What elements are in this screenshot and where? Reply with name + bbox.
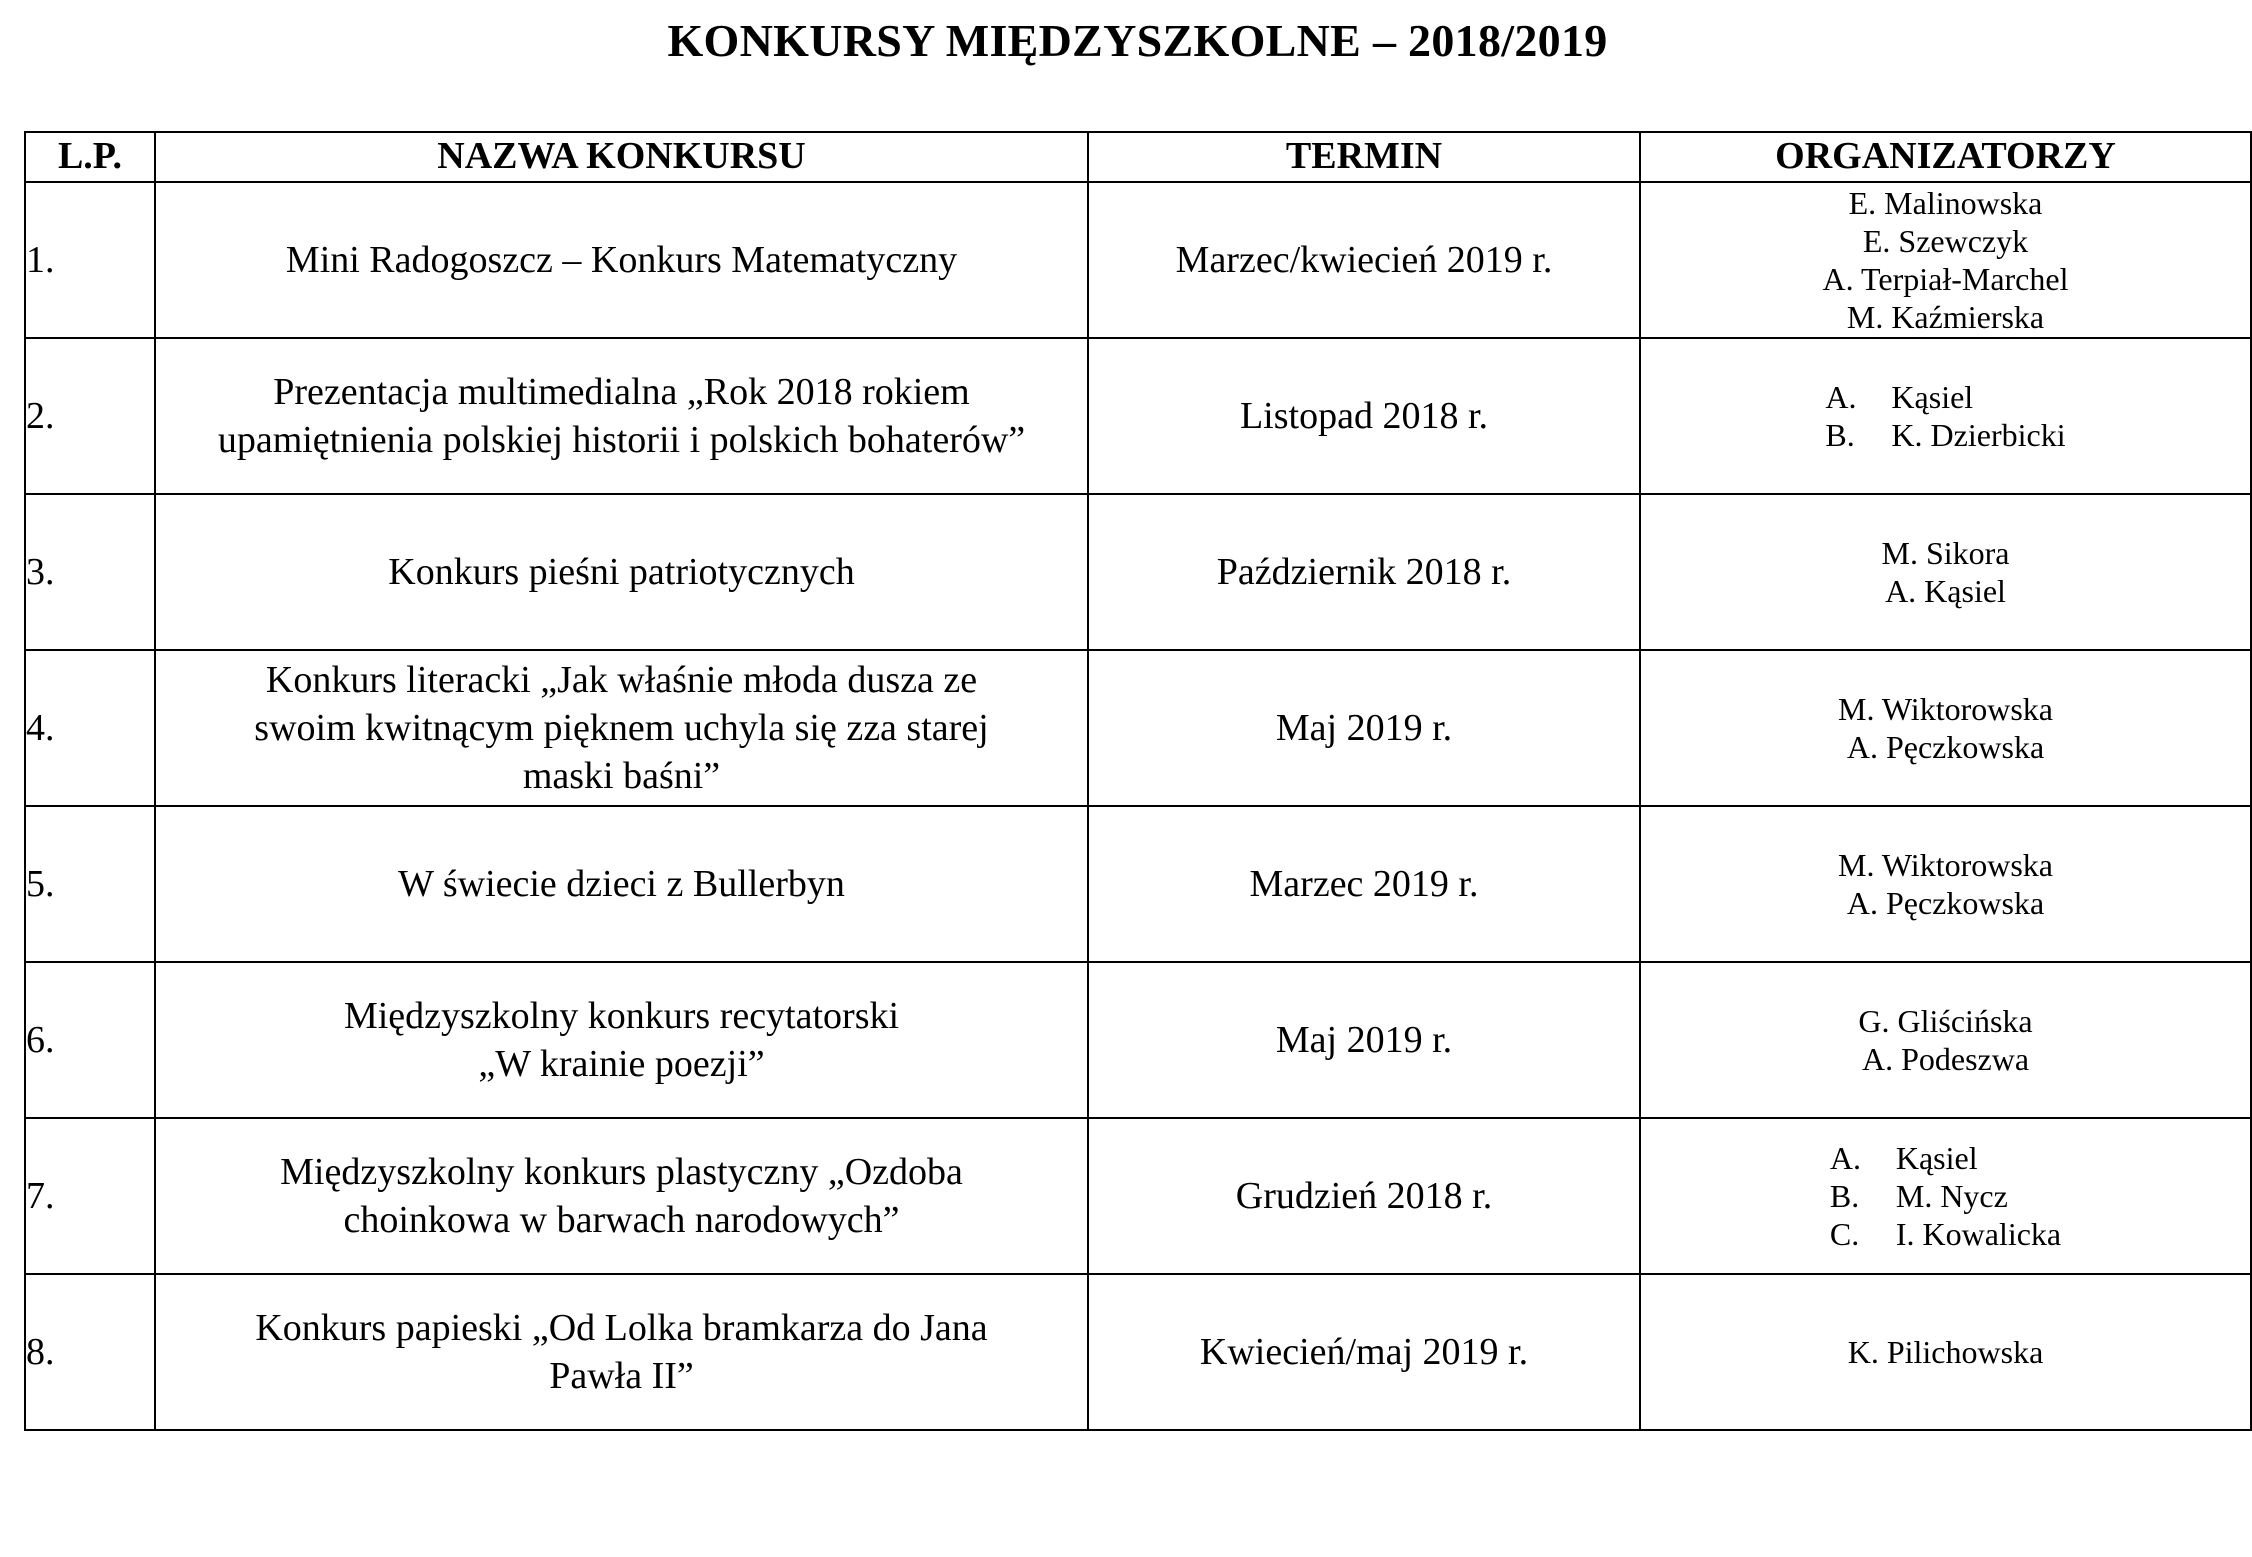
- organizer: E. Malinowska: [1848, 185, 2043, 221]
- organizer-list: [1830, 1139, 2061, 1253]
- list-marker: A.: [1825, 379, 1857, 415]
- contest-name: [155, 1118, 1088, 1274]
- organizer: M. Sikora: [1881, 535, 2010, 571]
- row-number: 1.: [25, 182, 155, 338]
- table-row: [25, 806, 2251, 962]
- contest-name-line: swoim kwitnącym pięknem uchyla się zza starej: [254, 707, 989, 749]
- contest-term: Listopad 2018 r.: [1088, 338, 1640, 494]
- organizer: A. Kąsiel: [1885, 573, 2006, 609]
- organizer: A. Pęczkowska: [1846, 729, 2045, 765]
- contest-term: Maj 2019 r.: [1088, 650, 1640, 806]
- table-row: [25, 1274, 2251, 1430]
- row-number: 5.: [25, 806, 155, 962]
- table-row: [25, 338, 2251, 494]
- table-row: [25, 182, 2251, 338]
- table-row: [25, 1118, 2251, 1274]
- contest-organizers: [1640, 1274, 2251, 1430]
- contest-organizers: [1640, 338, 2251, 494]
- organizer: [1825, 378, 2065, 416]
- organizer: [1830, 1139, 2061, 1177]
- table-row: [25, 650, 2251, 806]
- contest-name-line: choinkowa w barwach narodowych”: [343, 1199, 900, 1241]
- contest-name-line: maski baśni”: [522, 755, 721, 797]
- contest-term: Kwiecień/maj 2019 r.: [1088, 1274, 1640, 1430]
- organizer-list: [1825, 378, 2065, 454]
- contest-organizers: [1640, 182, 2251, 338]
- row-number: 2.: [25, 338, 155, 494]
- list-marker: C.: [1829, 1216, 1860, 1252]
- organizer: M. Kaźmierska: [1846, 299, 2045, 335]
- contest-name-line: W świecie dzieci z Bullerbyn: [398, 863, 845, 905]
- organizer-name: Kąsiel: [1891, 379, 1974, 415]
- list-marker: B.: [1829, 1178, 1860, 1214]
- organizer: [1830, 1215, 2061, 1253]
- row-number: 8.: [25, 1274, 155, 1430]
- contest-name: [155, 494, 1088, 650]
- contest-name-line: „W krainie poezji”: [478, 1043, 765, 1085]
- contest-term: Marzec 2019 r.: [1088, 806, 1640, 962]
- contest-name-line: Prezentacja multimedialna „Rok 2018 rokiem: [273, 371, 970, 413]
- contest-organizers: [1640, 806, 2251, 962]
- organizer: G. Gliścińska: [1858, 1003, 2033, 1039]
- contest-name-line: Konkurs pieśni patriotycznych: [388, 551, 855, 593]
- contests-table: [24, 131, 2252, 1431]
- contest-name: [155, 806, 1088, 962]
- organizer: K. Pilichowska: [1847, 1334, 2044, 1370]
- contest-name: [155, 338, 1088, 494]
- contest-term: Maj 2019 r.: [1088, 962, 1640, 1118]
- contest-name-line: Pawła II”: [549, 1355, 694, 1397]
- organizer-name: Kąsiel: [1895, 1140, 1978, 1176]
- list-marker: A.: [1829, 1140, 1861, 1176]
- contest-name-line: Konkurs papieski „Od Lolka bramkarza do Jana: [255, 1307, 988, 1349]
- organizer: E. Szewczyk: [1862, 223, 2029, 259]
- row-number: 6.: [25, 962, 155, 1118]
- contest-organizers: [1640, 494, 2251, 650]
- contest-term: Marzec/kwiecień 2019 r.: [1088, 182, 1640, 338]
- contest-name: [155, 182, 1088, 338]
- organizer: M. Wiktorowska: [1838, 691, 2053, 727]
- contest-organizers: [1640, 1118, 2251, 1274]
- header-name: NAZWA KONKURSU: [155, 132, 1088, 182]
- organizer-name: M. Nycz: [1895, 1178, 2008, 1214]
- row-number: 7.: [25, 1118, 155, 1274]
- organizer: A. Terpiał-Marchel: [1822, 261, 2069, 297]
- organizer-name: I. Kowalicka: [1895, 1216, 2062, 1252]
- contest-name-line: Mini Radogoszcz – Konkurs Matematyczny: [285, 239, 958, 281]
- row-number: 3.: [25, 494, 155, 650]
- header-organizers: ORGANIZATORZY: [1640, 132, 2251, 182]
- list-marker: B.: [1825, 417, 1855, 453]
- contest-organizers: [1640, 962, 2251, 1118]
- contest-term: Październik 2018 r.: [1088, 494, 1640, 650]
- contest-name: [155, 650, 1088, 806]
- organizer: M. Wiktorowska: [1838, 847, 2053, 883]
- page-title: KONKURSY MIĘDZYSZKOLNE – 2018/2019: [667, 15, 1608, 66]
- organizer: A. Podeszwa: [1861, 1041, 2030, 1077]
- contest-name: [155, 962, 1088, 1118]
- contest-name-line: upamiętnienia polskiej historii i polskich bohaterów”: [217, 419, 1026, 461]
- contest-name: [155, 1274, 1088, 1430]
- header-term: TERMIN: [1088, 132, 1640, 182]
- table-row: [25, 962, 2251, 1118]
- organizer: [1825, 416, 2065, 454]
- header-lp: L.P.: [25, 132, 155, 182]
- row-number: 4.: [25, 650, 155, 806]
- contest-name-line: Międzyszkolny konkurs plastyczny „Ozdoba: [280, 1151, 963, 1193]
- table-row: [25, 494, 2251, 650]
- contest-name-line: Międzyszkolny konkurs recytatorski: [343, 995, 900, 1037]
- organizer: A. Pęczkowska: [1846, 885, 2045, 921]
- table-header-row: [25, 132, 2251, 182]
- contest-term: Grudzień 2018 r.: [1088, 1118, 1640, 1274]
- organizer-name: K. Dzierbicki: [1891, 417, 2066, 453]
- contest-organizers: [1640, 650, 2251, 806]
- organizer: [1830, 1177, 2061, 1215]
- contest-name-line: Konkurs literacki „Jak właśnie młoda dusza ze: [265, 659, 978, 701]
